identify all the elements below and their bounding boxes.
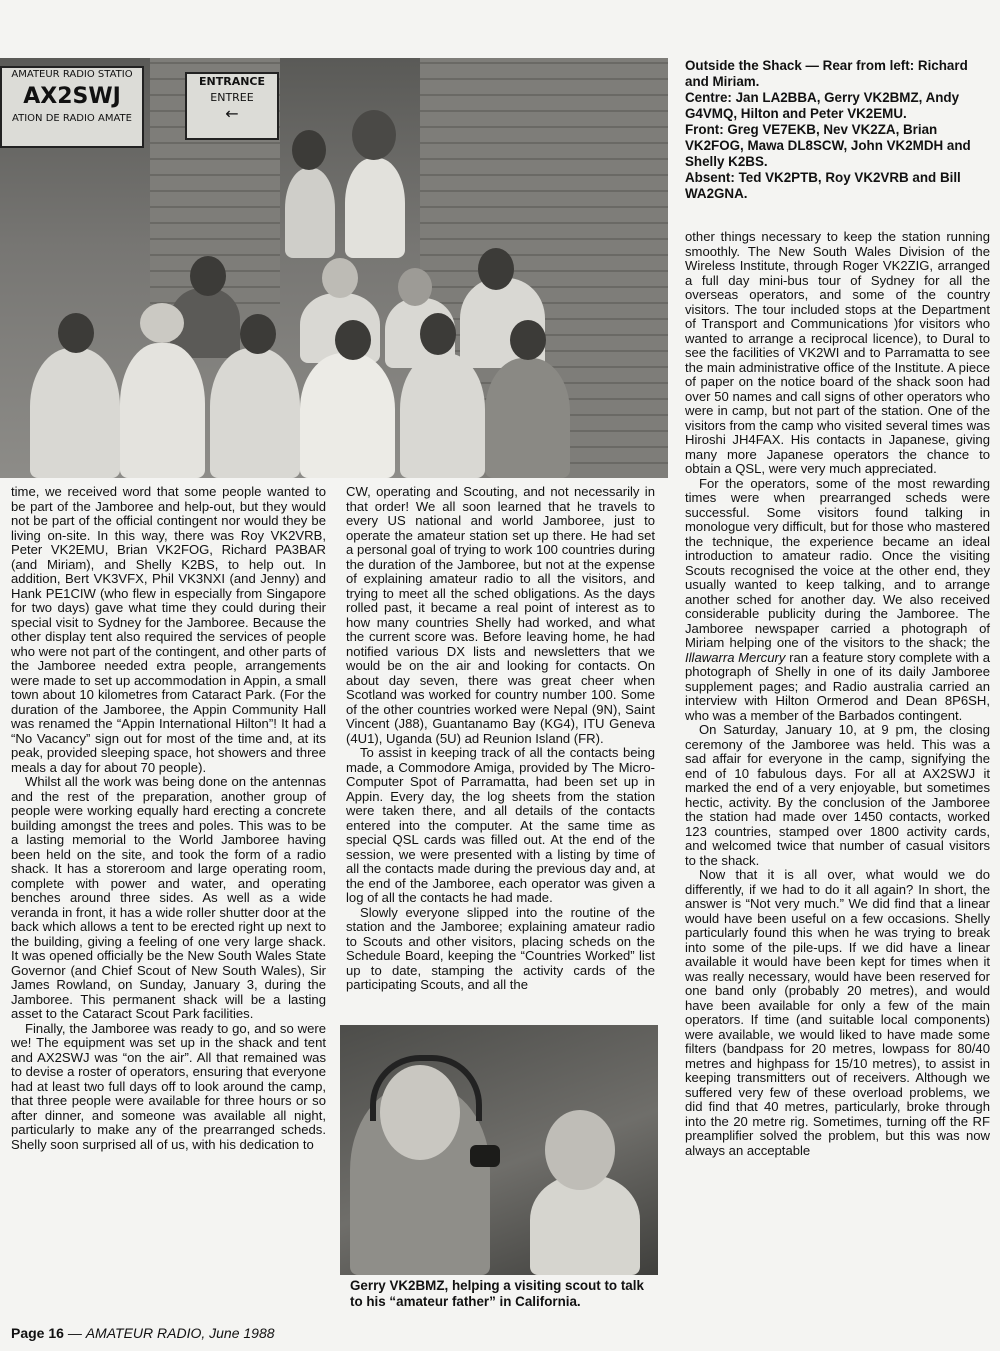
caption-centre: Centre: Jan LA2BBA, Gerry VK2BMZ, Andy G4VMQ, Hilton and Peter VK2EMU. xyxy=(685,90,960,121)
page-number: Page 16 xyxy=(11,1325,64,1341)
person-front-2-head xyxy=(140,303,184,343)
newspaper-title: Illawarra Mercury xyxy=(685,649,786,665)
person-centre-2-head xyxy=(322,258,358,298)
paragraph: On Saturday, January 10, at 9 pm, the closing ceremony of the Jamboree was held. This was a sad affair for everyone in the camp, signifying the end of 10 fabulous days. For all at AX2SWJ it marked the end of a very enjoyable, but sometimes hectic, activity. By the conclusion of the Jamboree the station had made over 1450 contacts, worked 123 countries, stamped over 1800 activity cards, and welcomed twice that number of casual visitors to the shack. xyxy=(685,722,990,868)
person-rear-2-head xyxy=(352,110,396,160)
station-sign-top: AMATEUR RADIO STATIO xyxy=(11,69,133,80)
paragraph: Finally, the Jamboree was ready to go, and so were we! The equipment was set up in the shack and tent and AX2SWJ was “on the air”. All that remained was to devise a roster of operators, ensuring that everyone had at least two full days off to look around the camp, that three people were available for three hours or so after dinner, and someone was available all night, particularly to make any of the prearranged scheds. Shelly soon surprised all of us, with his dedication to xyxy=(11,1020,326,1152)
caption-rear: Outside the Shack — Rear from left: Richard and Miriam. xyxy=(685,58,968,89)
entrance-sign xyxy=(185,72,279,140)
magazine-name: AMATEUR RADIO, xyxy=(85,1325,206,1341)
paragraph: Slowly everyone slipped into the routine of the station and the Jamboree; explaining amateur radio to Scouts and other visitors, placing scheds on the Schedule Board, keeping the “Countries Worked” list up to date, stamping the activity cards of the participating Scouts, and all the xyxy=(346,904,655,992)
operator-photo xyxy=(340,1025,658,1275)
arrow-left-icon: ← xyxy=(225,104,239,123)
person-rear-2 xyxy=(345,158,405,258)
headphones-icon xyxy=(370,1055,482,1121)
person-centre-1-head xyxy=(190,256,226,296)
article-column-2 xyxy=(346,485,655,993)
scout-figure xyxy=(530,1175,640,1275)
person-front-3-head xyxy=(240,314,276,354)
page-footer xyxy=(11,1325,275,1341)
person-front-3 xyxy=(210,348,300,478)
entrance-sign-en: ENTRANCE xyxy=(199,75,265,88)
paragraph: To assist in keeping track of all the contacts being made, a Commodore Amiga, provided by The Micro-Computer Spot of Parramatta, had been set up in Appin. Every day, the log sheets from the station were taken there, and all details of the contacts entered into the computer. At the same time as special QSL cards was filled out. At the end of the session, we were presented with a listing by time of all the contacts made during the previous day and, at the end of the Jamboree, each operator was given a log of all the contacts he had made. xyxy=(346,745,655,905)
group-photo xyxy=(0,58,668,478)
person-front-4 xyxy=(300,353,395,478)
paragraph: time, we received word that some people wanted to be part of the Jamboree and help-out, but they would not be part of the official contingent nor would they be living on-site. In this way, there was Roy VK2VRB, Peter VK2EMU, Brian VK2FOG, Richard PA3BAR (and Miriam), and Shelly K2BS, to help out. In addition, Bert VK3VFX, Phil VK3NXI (and Jenny) and Hank PE1CIW (who flew in especially from Singapore for two days) gave what time they could during their special visit to Sydney for the Jamboree. Because the other display tent also required the services of people who were not part of the contingent, and other parts of the Jamboree needed extra people, arrangements were made to set up accommodation in Appin, a small town about 10 kilometres from Cataract Park. (For the duration of the Jamboree, the Appin Community Hall was renamed the “Appin International Hilton”! It had a “No Vacancy” sign out for most of the time and, at its peak, provided sleeping space, hot showers and three meals a day for about 70 people). xyxy=(11,484,326,775)
paragraph-text: ran a feature story complete with a photograph of Shelly in one of its daily Jamboree supplement pages; and Radio australia carried an interview with Hilton Ormerod and Dean 8P6SH, who was a member of the Barbados contingent. xyxy=(685,649,991,723)
person-front-5-head xyxy=(420,313,456,355)
caption-front: Front: Greg VE7EKB, Nev VK2ZA, Brian VK2FOG, Mawa DL8SCW, John VK2MDH and Shelly K2BS. xyxy=(685,122,971,169)
person-front-1 xyxy=(30,348,120,478)
person-centre-3-head xyxy=(398,268,432,306)
person-front-1-head xyxy=(58,313,94,353)
paragraph xyxy=(685,477,990,724)
person-rear-1-head xyxy=(292,130,326,170)
article-column-3 xyxy=(685,230,990,1158)
paragraph: Now that it is all over, what would we do differently, if we had to do it all again? In short, the answer is “Not very much.” We did find that a linear would have been useful on a few occasions. Shelly particularly found this when he was trying to break into some of the pile-ups. If we did have a linear available it would have been kept for times when it was really necessary, would have been reserved for one band only (probably 20 metres), and would have been available for only a few of the main operators. If time (and suitable local components) were available, we would liked to have made some filters (bandpass for 20 metres, lowpass for 80/40 metres and highpass for 15/10 metres), to assist in keeping transmitters out of receivers. Although we suffered very few of these overload problems, we did find that 40 metres, particularly, broke through into the 20 metre rig. Sometimes, turning off the RF preamplifier solved the problem, but this was now always an acceptable xyxy=(685,867,990,1158)
station-sign xyxy=(0,66,144,148)
entrance-sign-fr: ENTREE xyxy=(210,91,254,104)
person-centre-4-head xyxy=(478,248,514,290)
paragraph-text: For the operators, some of the most rewarding times were when prearranged scheds were successful. Some visitors found talking in monologue very difficult, but for those who mastered the technique, the experience became an ideal introduction to amateur radio. Once the visiting Scouts recognised the voice at the other end, they usually wanted to keep talking, and to arrange another sched for another day. We also received considerable publicity during the Jamboree. The Jamboree newspaper carried a photograph of Miriam helping one of the visitors to the shack; the xyxy=(685,475,990,650)
paragraph: CW, operating and Scouting, and not necessarily in that order! We all soon learned that he travels to every US national and world Jamboree, just to operate the amateur station set up there. He had set a personal goal of trying to work 100 countries during the duration of the Jamboree, but not at the expense of explaining amateur radio to all the visitors, and trying to meet all the sched obligations. As the days rolled past, it became a real point of interest as to how many countries Shelly had worked, and what the current score was. Before leaving home, he had notified various DX lists and newsletters that we would be on the air and looking for contacts. On about day seven, there was great cheer when Scotland was worked for country number 100. Some of the other countries worked were Nepal (9N), Saint Vincent (J88), Guantanamo Bay (KG4), ITU Geneva (4U1), Uganda (5U) ad Reunion Island (FR). xyxy=(346,484,655,746)
article-column-1 xyxy=(11,485,326,1152)
person-front-4-head xyxy=(335,320,371,360)
operator-photo-caption: Gerry VK2BMZ, helping a visiting scout to talk to his “amateur father” in California. xyxy=(350,1278,644,1309)
person-front-2 xyxy=(120,343,205,478)
paragraph: other things necessary to keep the station running smoothly. The New South Wales Division of the Wireless Institute, through Roger VK2ZIG, arranged a full day mini-bus tour of Sydney for all the overseas operators, and some of the country visitors. The tour included stops at the Department of Transport and Communications )for visitors who wanted to arrange a reciprocal licence), to Dural to see the facilities of VK2WI and to Parramatta to see the main administrative office of the Institute. A piece of paper on the notice board of the shack soon had over 50 names and call signs of other operators who were in camp, but not part of the station. One of the visitors from the camp who visited several times was Hiroshi JH4FAX. His contacts in Japanese, giving many more Japanese operators the chance to obtain a QSL, were very much appreciated. xyxy=(685,229,990,476)
footer-dash: — xyxy=(63,1325,86,1341)
caption-absent: Absent: Ted VK2PTB, Roy VK2VRB and Bill WA2GNA. xyxy=(685,170,961,201)
person-front-6 xyxy=(485,358,570,478)
person-front-6-head xyxy=(510,320,546,360)
scout-head xyxy=(545,1110,615,1190)
paragraph: Whilst all the work was being done on the antennas and the rest of the preparation, another group of people were working equally hard erecting a concrete building amongst the trees and poles. This was to be a lasting memorial to the World Jamboree having been held on the site, and took the form of a radio shack. It has a storeroom and large operating room, complete with power and water, and operating benches around three sides. As well as a wide veranda in front, it has a wide roller shutter door at the back which allows a tent to be erected right up next to the building, giving a feeling of one very large shack. It was opened officially be the New South Wales State Governor (and Chief Scout of New South Wales), Sir James Rowland, on Sunday, January 3, during the Jamboree. This permanent shack will be a lasting asset to the Cataract Scout Park facilities. xyxy=(11,774,326,1021)
person-front-5 xyxy=(400,353,485,478)
microphone-icon xyxy=(470,1145,500,1167)
person-rear-1 xyxy=(285,168,335,258)
issue-date: June 1988 xyxy=(205,1325,275,1341)
group-photo-caption xyxy=(685,58,990,202)
station-sign-bottom: ATION DE RADIO AMATE xyxy=(12,113,132,124)
station-sign-call: AX2SWJ xyxy=(23,84,121,109)
